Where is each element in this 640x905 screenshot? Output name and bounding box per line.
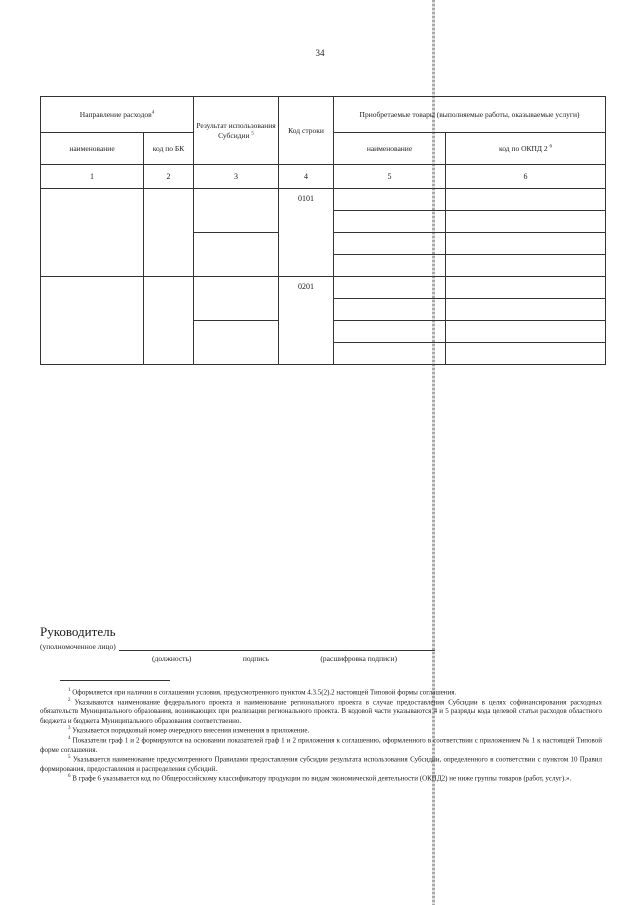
authorized-person-label: (уполномоченное лицо)	[40, 642, 116, 651]
cell	[41, 189, 144, 277]
header-name: наименование	[41, 133, 144, 165]
column-number: 1	[41, 165, 144, 189]
cell	[334, 299, 446, 321]
cell	[194, 277, 279, 321]
cell	[334, 211, 446, 233]
decoding-caption: (расшифровка подписи)	[320, 654, 397, 663]
footnote: $^1$ Оформляется при наличии в соглашении условия, предусмотренного пунктом 4.3.5(2).2 настоящей Типовой формы соглашения.	[68, 688, 457, 697]
cell	[334, 255, 446, 277]
footnotes	[40, 688, 602, 784]
header-goods: Приобретаемые товары (выполняемые работы, оказываемые услуги)	[334, 97, 606, 133]
table-row	[41, 277, 606, 299]
column-number: 5	[334, 165, 446, 189]
cell	[446, 211, 606, 233]
cell	[144, 189, 194, 277]
cell	[334, 189, 446, 211]
header-bk-code: код по БК	[144, 133, 194, 165]
signature-title: Руководитель	[40, 624, 116, 639]
footnote: $^2$ Указываются наименование федерального проекта и наименование регионального проекта в случае предоставления Субсидии в целях софинансирования расходных обязательств Муниципального образования, возникающих при реализации регионального проекта. В кодовой части указываются 4 и 5 разряды кода целевой статьи расходов областного бюджета и бюджета Муниципального образования соответственно.	[40, 697, 602, 725]
signature-caption: подпись	[242, 654, 269, 663]
column-number: 6	[446, 165, 606, 189]
cell	[41, 277, 144, 365]
cell	[144, 277, 194, 365]
cell	[194, 189, 279, 233]
line-code-cell: 0201	[279, 277, 334, 365]
cell	[446, 321, 606, 343]
cell	[446, 299, 606, 321]
header-direction: Направление расходов$^4$	[41, 97, 194, 133]
signature-block	[40, 642, 435, 663]
cell	[334, 233, 446, 255]
position-caption: (должность)	[152, 654, 192, 663]
footnote: $^3$ Указывается порядковый номер очередного внесения изменения в приложение.	[68, 726, 310, 735]
cell	[334, 321, 446, 343]
page-number: 34	[315, 48, 325, 58]
header-goods-name: наименование	[334, 133, 446, 165]
cell	[446, 189, 606, 211]
column-number: 4	[279, 165, 334, 189]
column-number: 3	[194, 165, 279, 189]
footnote: $^4$ Показатели граф 1 и 2 формируются на основании показателей граф 1 и 2 приложения к соглашению, оформленного в соответствии с приложением № 1 к настоящей Типовой форме соглашения.	[40, 735, 603, 754]
signature-line	[119, 642, 435, 651]
cell	[334, 343, 446, 365]
footnote: $^6$ В графе 6 указывается код по Общероссийскому классификатору продукции по видам экономической деятельности (ОКПД2) не ниже группы товаров (работ, услуг).».	[68, 774, 572, 783]
cell	[446, 343, 606, 365]
cell	[446, 233, 606, 255]
cell	[334, 277, 446, 299]
footnote-divider	[60, 680, 170, 681]
cell	[446, 277, 606, 299]
footnote: $^5$ Указывается наименование предусмотренного Правилами предоставления субсидии результата использования Субсидии, определенного в соответствии с пунктом 10 Правил формирования, предоставления и распределения субсидий.	[40, 754, 602, 773]
header-result: Результат использования Субсидии $^5$	[194, 97, 279, 165]
line-code-cell: 0101	[279, 189, 334, 277]
cell	[194, 233, 279, 277]
subsidy-table	[40, 96, 606, 365]
header-okpd-code: код по ОКПД 2 $^6$	[446, 133, 606, 165]
cell	[194, 321, 279, 365]
table-row	[41, 189, 606, 211]
cell	[446, 255, 606, 277]
column-number: 2	[144, 165, 194, 189]
header-line-code: Код строки	[279, 97, 334, 165]
